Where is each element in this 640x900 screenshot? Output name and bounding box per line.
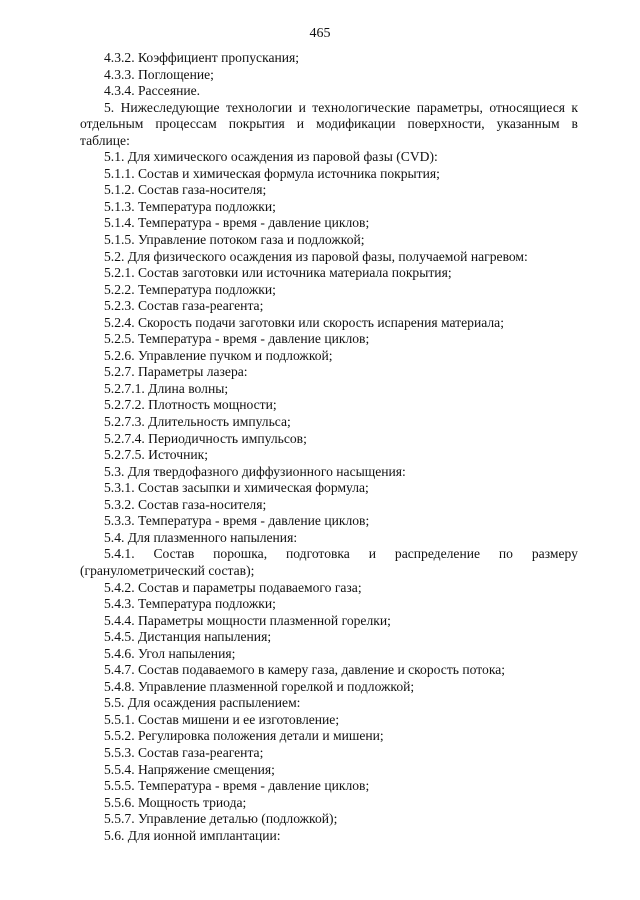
text-line: 5.5.1. Состав мишени и ее изготовление; (104, 711, 340, 727)
text-line: 5.2. Для физического осаждения из паровой фазы, получаемой нагревом: (104, 248, 528, 264)
text-line: 5.2.7. Параметры лазера: (104, 364, 248, 380)
text-line: 5.3.3. Температура - время - давление циклов; (104, 513, 370, 529)
text-line: 5.4.7. Состав подаваемого в камеру газа, давление и скорость потока; (104, 662, 506, 678)
text-line: 5.5.4. Напряжение смещения; (104, 761, 275, 777)
text-line: 5.6. Для ионной имплантации: (104, 827, 281, 843)
text-line: 5.2.4. Скорость подачи заготовки или скорость испарения материала; (104, 314, 504, 330)
text-line: 5.2.7.2. Плотность мощности; (104, 397, 277, 413)
text-line: 4.3.2. Коэффициент пропускания; (104, 50, 300, 65)
text-line: 5.5.6. Мощность триода; (104, 794, 247, 810)
text-line: 5.4.5. Дистанция напыления; (104, 629, 272, 645)
text-line: 5.5.2. Регулировка положения детали и мишени; (104, 728, 384, 744)
text-line: 5.5.3. Состав газа-реагента; (104, 744, 264, 760)
document-body (80, 50, 578, 844)
text-line: 5.2.3. Состав газа-реагента; (104, 298, 264, 314)
text-line: 5.5.7. Управление деталью (подложкой); (104, 811, 338, 827)
text-line: 5.4.4. Параметры мощности плазменной горелки; (104, 612, 391, 628)
text-line: 5.1.5. Управление потоком газа и подложкой; (104, 232, 365, 248)
text-line: 5.2.7.1. Длина волны; (104, 380, 229, 396)
text-line: 5. Нижеследующие технологии и технологические параметры, относящиеся к (104, 99, 578, 115)
text-line: 5.2.1. Состав заготовки или источника материала покрытия; (104, 265, 452, 281)
text-line: 5.2.7.3. Длительность импульса; (104, 414, 291, 430)
text-line: 4.3.3. Поглощение; (104, 66, 214, 82)
text-line: 5.2.7.5. Источник; (104, 447, 209, 463)
text-line: 5.2.7.4. Периодичность импульсов; (104, 430, 307, 446)
text-line: 5.2.2. Температура подложки; (104, 281, 276, 297)
text-line: 5.3. Для твердофазного диффузионного насыщения: (104, 463, 406, 479)
text-line: 5.3.1. Состав засыпки и химическая формула; (104, 480, 369, 496)
text-line: 4.3.4. Рассеяние. (104, 83, 201, 99)
text-line: 5.2.6. Управление пучком и подложкой; (104, 347, 333, 363)
text-line: 5.1.1. Состав и химическая формула источника покрытия; (104, 165, 440, 181)
text-line: (гранулометрический состав); (80, 562, 255, 578)
text-line: 5.4.2. Состав и параметры подаваемого газа; (104, 579, 362, 595)
text-line: 5.5. Для осаждения распылением: (104, 695, 301, 711)
text-line: 5.2.5. Температура - время - давление циклов; (104, 331, 370, 347)
text-line: 5.3.2. Состав газа-носителя; (104, 496, 267, 512)
text-line: 5.4.6. Угол напыления; (104, 645, 236, 661)
page-number: 465 (309, 26, 331, 41)
text-line: 5.4.1. Состав порошка, подготовка и распределение по размеру (104, 546, 578, 562)
text-line: 5.4. Для плазменного напыления: (104, 529, 298, 545)
text-line: 5.4.8. Управление плазменной горелкой и подложкой; (104, 678, 415, 694)
text-line: таблице: (80, 132, 130, 148)
text-line: 5.1.4. Температура - время - давление циклов; (104, 215, 370, 231)
text-line: отдельным процессам покрытия и модификации поверхности, указанным в (80, 116, 578, 132)
text-line: 5.1.3. Температура подложки; (104, 198, 276, 214)
text-line: 5.1.2. Состав газа-носителя; (104, 182, 267, 198)
text-line: 5.5.5. Температура - время - давление циклов; (104, 778, 370, 794)
text-line: 5.4.3. Температура подложки; (104, 596, 276, 612)
text-line: 5.1. Для химического осаждения из паровой фазы (CVD): (104, 149, 438, 165)
